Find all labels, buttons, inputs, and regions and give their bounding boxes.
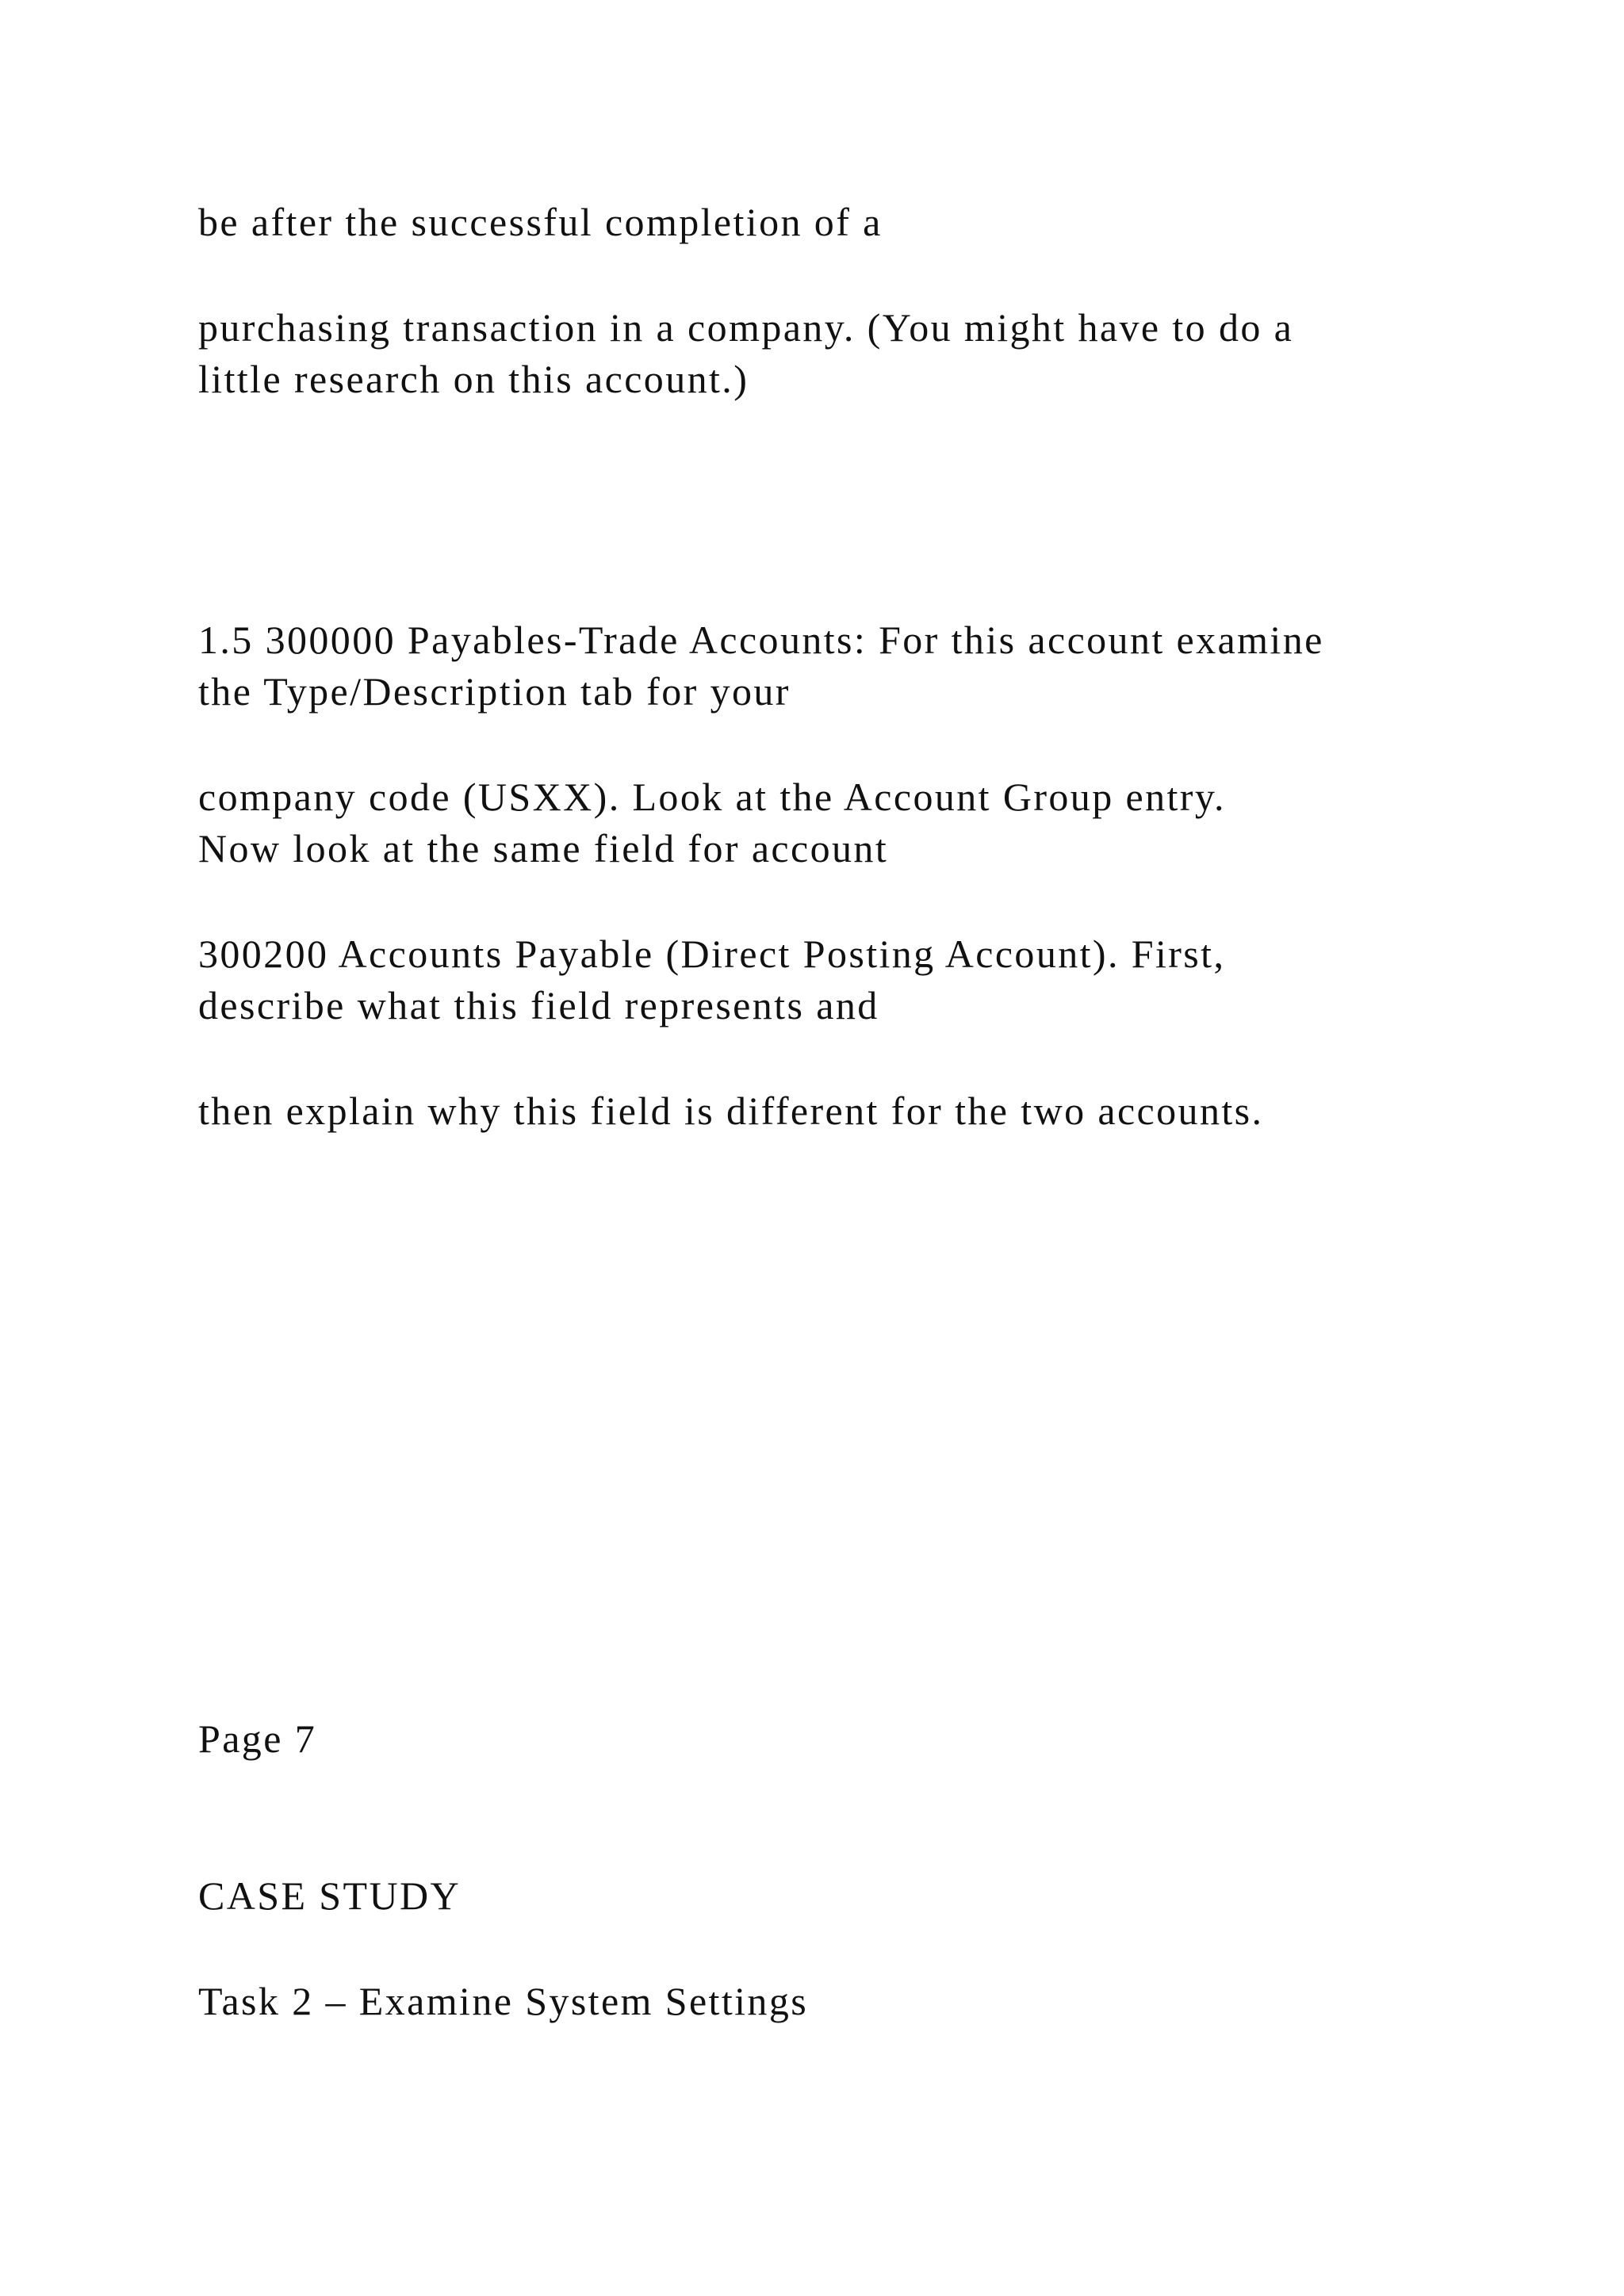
text-line: 300200 Accounts Payable (Direct Posting Account). First, <box>198 932 1226 976</box>
page-number: Page 7 <box>198 1716 317 1761</box>
text-line: little research on this account.) <box>198 357 749 401</box>
text-line: the Type/Description tab for your <box>198 669 791 714</box>
text-line: Now look at the same field for account <box>198 826 889 871</box>
task-heading: Task 2 – Examine System Settings <box>198 1979 809 2023</box>
text-line: company code (USXX). Look at the Account Group entry. <box>198 775 1226 819</box>
text-line: 1.5 300000 Payables-Trade Accounts: For this account examine <box>198 618 1324 662</box>
text-line: be after the successful completion of a <box>198 200 883 244</box>
text-line: describe what this field represents and <box>198 983 879 1027</box>
case-study-heading: CASE STUDY <box>198 1873 461 1918</box>
text-line: purchasing transaction in a company. (You might have to do a <box>198 305 1294 350</box>
text-line: then explain why this field is different for the two accounts. <box>198 1089 1264 1133</box>
